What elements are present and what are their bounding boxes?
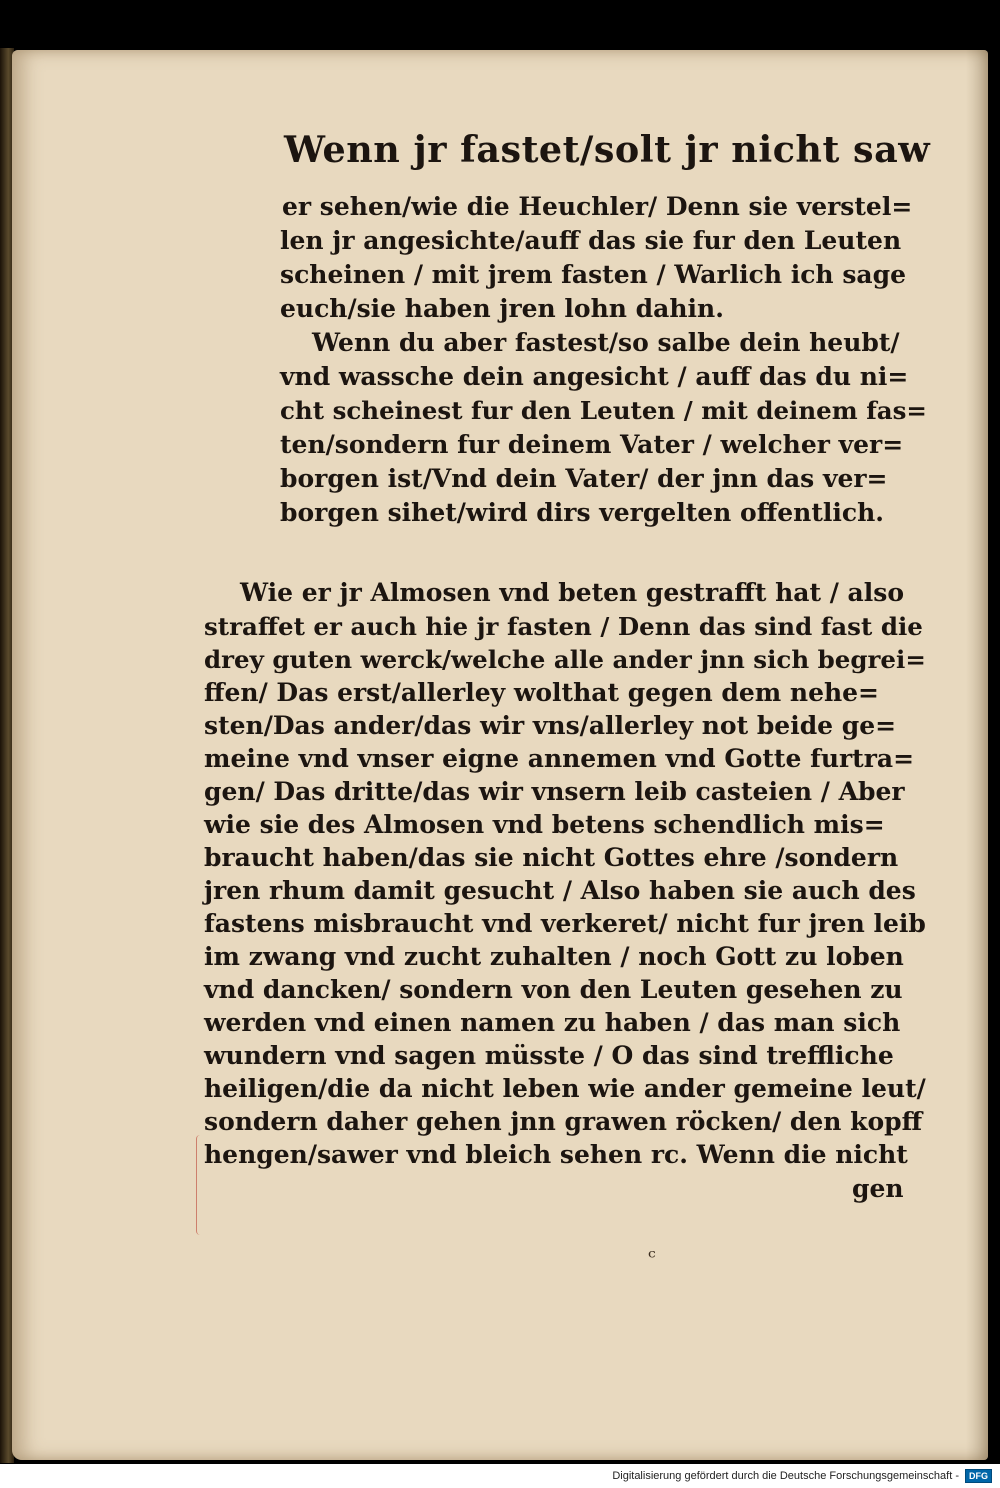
para3-line-4: ffen/ Das erst/allerley wolthat gegen dem nehe= xyxy=(204,678,879,707)
para1-line-1: Wenn jr fastet/solt jr nicht saw xyxy=(284,128,931,171)
para3-line-17: sondern daher gehen jnn grawen röcken/ den kopff xyxy=(204,1107,923,1136)
para3-line-13: vnd dancken/ sondern von den Leuten gesehen zu xyxy=(204,975,903,1004)
para3-line-15: wundern vnd sagen müsste / O das sind treffliche xyxy=(204,1041,894,1070)
para3-line-3: drey guten werck/welche alle ander jnn sich begrei= xyxy=(204,645,926,674)
catchword: gen xyxy=(852,1174,904,1203)
signature-mark: ᶜ xyxy=(648,1246,656,1271)
para1-line-4: scheinen / mit jrem fasten / Warlich ich sage xyxy=(280,260,906,289)
digitization-credit-bar xyxy=(0,1464,1000,1488)
para3-line-10: jren rhum damit gesucht / Also haben sie auch des xyxy=(204,876,916,905)
para3-line-5: sten/Das ander/das wir vns/allerley not beide ge= xyxy=(204,711,897,740)
para3-line-6: meine vnd vnser eigne annemen vnd Gotte furtra= xyxy=(204,744,915,773)
para1-line-2: er sehen/wie die Heuchler/ Denn sie verstel= xyxy=(282,192,913,221)
para3-line-1: Wie er jr Almosen vnd beten gestrafft hat / also xyxy=(240,578,904,607)
para1-line-3: len jr angesichte/auff das sie fur den Leuten xyxy=(280,226,902,255)
para3-line-9: braucht haben/das sie nicht Gottes ehre /sondern xyxy=(204,843,899,872)
book-page xyxy=(12,50,988,1460)
para2-line-4: ten/sondern fur deinem Vater / welcher ver= xyxy=(280,430,904,459)
para3-line-12: im zwang vnd zucht zuhalten / noch Gott zu loben xyxy=(204,942,904,971)
dfg-credit-text: Digitalisierung gefördert durch die Deutsche Forschungsgemeinschaft - xyxy=(612,1470,959,1482)
dfg-logo: DFG xyxy=(965,1469,992,1483)
para3-line-16: heiligen/die da nicht leben wie ander gemeine leut/ xyxy=(204,1074,926,1103)
para3-line-7: gen/ Das dritte/das wir vnsern leib casteien / Aber xyxy=(204,777,905,806)
para2-line-1: Wenn du aber fastest/so salbe dein heubt/ xyxy=(312,328,900,357)
para3-line-14: werden vnd einen namen zu haben / das man sich xyxy=(204,1008,901,1037)
para3-line-2: straffet er auch hie jr fasten / Denn das sind fast die xyxy=(204,612,923,641)
para2-line-2: vnd wassche dein angesicht / auff das du ni= xyxy=(280,362,909,391)
para1-line-5: euch/sie haben jren lohn dahin. xyxy=(280,294,724,323)
para3-line-18: hengen/sawer vnd bleich sehen rc. Wenn die nicht xyxy=(204,1140,908,1169)
para2-line-3: cht scheinest fur den Leuten / mit deinem fas= xyxy=(280,396,927,425)
para2-line-5: borgen ist/Vnd dein Vater/ der jnn das ver= xyxy=(280,464,888,493)
marginal-red-mark xyxy=(196,1135,207,1235)
para3-line-8: wie sie des Almosen vnd betens schendlich mis= xyxy=(204,810,885,839)
para3-line-11: fastens misbraucht vnd verkeret/ nicht fur jren leib xyxy=(204,909,926,938)
para2-line-6: borgen sihet/wird dirs vergelten offentlich. xyxy=(280,498,884,527)
